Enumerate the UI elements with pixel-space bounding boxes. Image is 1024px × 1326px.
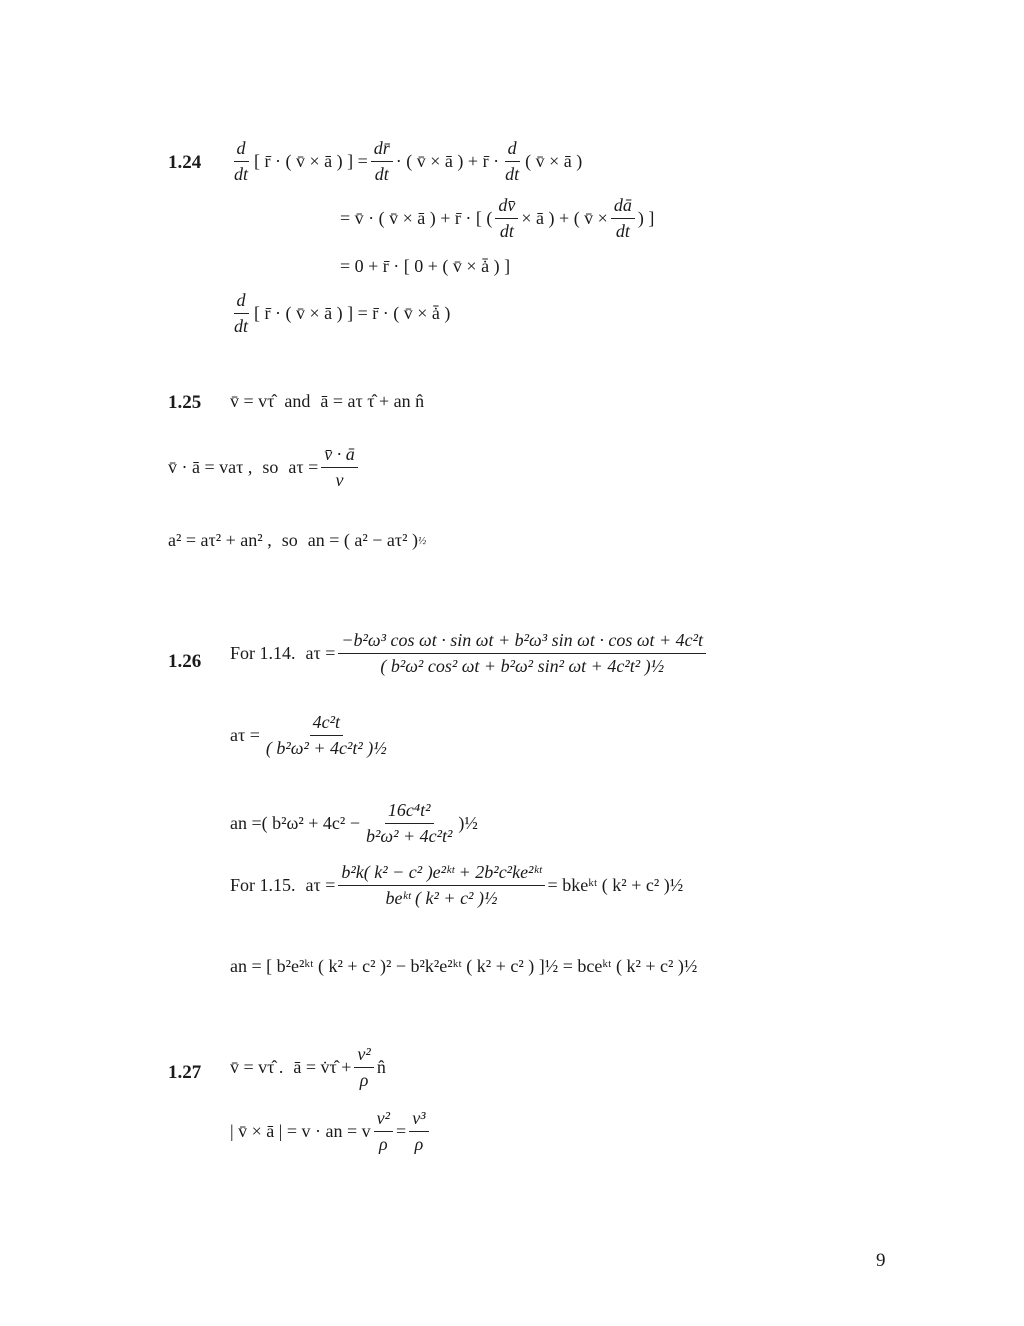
fraction-numerator: v² [374, 1108, 393, 1132]
eq-1-24-line3 [340, 256, 510, 277]
fraction [263, 712, 390, 758]
eq-1-25-line1 [230, 391, 424, 412]
expression: [ r̄ · ( v̄ × ā ) ] = r̄ · ( v̄ × ǡ ) [254, 302, 451, 323]
fraction [321, 444, 358, 490]
fraction [338, 862, 544, 908]
expression: × ā ) + ( v̄ × [521, 207, 608, 228]
problem-number-1-25: 1.25 [168, 392, 202, 413]
expression: ) ] [637, 207, 655, 228]
text-for-1-14: For 1.14. [230, 642, 296, 663]
expression: n̂ [376, 1056, 386, 1077]
expression: · ( v̄ × ā ) + r̄ · [395, 150, 500, 171]
fraction-numerator: dr̄ [371, 138, 393, 162]
expression: aτ = [288, 456, 319, 477]
text-for-1-15: For 1.15. [230, 874, 296, 895]
expression: ( b²ω² + 4c² − [261, 812, 360, 833]
expression: a² = aτ² + an² , [168, 530, 272, 550]
fraction-numerator: d [505, 138, 520, 162]
fraction-denominator: v [335, 469, 344, 490]
eq-1-26-line3 [230, 800, 478, 846]
eq-1-27-line1 [230, 1044, 386, 1090]
eq-1-24-line4 [228, 290, 450, 336]
problem-number-1-26: 1.26 [168, 651, 202, 672]
eq-1-25-line2 [168, 444, 361, 490]
text-so: so [281, 530, 298, 550]
fraction-denominator: dt [505, 163, 520, 184]
fraction-numerator: 16c⁴t² [385, 800, 434, 824]
fraction [374, 1108, 393, 1154]
eq-1-24-line2 [340, 195, 654, 241]
expression: = v̄ · ( v̄ × ā ) + r̄ · [ ( [340, 207, 493, 228]
expression: aτ = [230, 724, 260, 745]
expression: v̄ · ā = vaτ , [168, 456, 253, 477]
fraction-denominator: ρ [359, 1069, 369, 1090]
expression: = bkeᵏᵗ ( k² + c² )½ [547, 874, 684, 895]
expression: ā = v̇τ̂ + [293, 1056, 352, 1077]
eq-1-24-line1 [228, 138, 582, 184]
problem-number-1-27: 1.27 [168, 1062, 202, 1083]
fraction-denominator: beᵏᵗ ( k² + c² )½ [385, 887, 498, 908]
fraction [354, 1044, 373, 1090]
fraction [363, 800, 455, 846]
fraction-numerator: b²k( k² − c² )e²ᵏᵗ + 2b²c²ke²ᵏᵗ [338, 862, 544, 886]
fraction [611, 195, 635, 241]
fraction-denominator: ( b²ω² + 4c²t² )½ [265, 737, 387, 758]
fraction [502, 138, 522, 184]
expression: v̄ = vτ̂ . [230, 1056, 284, 1077]
expression: aτ = [305, 874, 336, 895]
text-so: so [262, 456, 279, 477]
expression: an = [230, 812, 262, 833]
eq-1-26-line2 [230, 712, 393, 758]
expression: = [396, 1120, 407, 1141]
fraction-numerator: d [234, 290, 249, 314]
eq-1-26-line5 [230, 956, 697, 977]
fraction-numerator: v³ [409, 1108, 428, 1132]
eq-1-25-line3 [168, 530, 426, 551]
expression: ( v̄ × ā ) [525, 150, 583, 171]
fraction-denominator: ρ [414, 1133, 424, 1154]
expression: = 0 + r̄ · [ 0 + ( v̄ × ǡ ) ] [340, 256, 511, 276]
fraction-numerator: 4c²t [310, 712, 343, 736]
expression: v̄ = vτ̂ [230, 391, 275, 411]
fraction-denominator: dt [234, 163, 249, 184]
fraction [409, 1108, 428, 1154]
eq-1-27-line2 [230, 1108, 432, 1154]
expression: an = [ b²e²ᵏᵗ ( k² + c² )² − b²k²e²ᵏᵗ ( k² + c² ) ]½ = bceᵏᵗ ( k² + c² )½ [230, 956, 698, 976]
fraction-denominator: dt [499, 220, 514, 241]
fraction [371, 138, 393, 184]
fraction-numerator: v² [354, 1044, 373, 1068]
fraction-numerator: −b²ω³ cos ωt · sin ωt + b²ω³ sin ωt · cos ωt + 4c²t [338, 630, 706, 654]
fraction [231, 290, 251, 336]
eq-1-26-line1 [230, 630, 709, 676]
text-and: and [284, 391, 311, 411]
expression: ā = aτ τ̂ + an n̂ [320, 391, 425, 411]
expression: aτ = [305, 642, 336, 663]
exponent: ½ [418, 534, 427, 547]
expression: an = ( a² − aτ² ) [307, 530, 419, 550]
fraction-denominator: dt [615, 220, 630, 241]
fraction-denominator: dt [374, 163, 389, 184]
fraction [495, 195, 518, 241]
expression: )½ [458, 812, 478, 833]
fraction-numerator: v̄ · ā [321, 444, 358, 468]
expression: [ r̄ · ( v̄ × ā ) ] = [254, 150, 368, 171]
fraction-denominator: ρ [379, 1133, 388, 1154]
fraction-numerator: d [234, 138, 249, 162]
fraction-denominator: ( b²ω² cos² ωt + b²ω² sin² ωt + 4c²t² )½ [380, 655, 665, 676]
page-number: 9 [876, 1250, 886, 1271]
fraction [231, 138, 251, 184]
expression: | v̄ × ā | = v · an = v [230, 1120, 371, 1141]
eq-1-26-line4 [230, 862, 683, 908]
problem-number-1-24: 1.24 [168, 152, 202, 173]
fraction-denominator: b²ω² + 4c²t² [365, 825, 453, 846]
fraction [338, 630, 706, 676]
fraction-numerator: dv̄ [495, 195, 518, 219]
fraction-numerator: dā [611, 195, 635, 219]
fraction-denominator: dt [234, 315, 249, 336]
